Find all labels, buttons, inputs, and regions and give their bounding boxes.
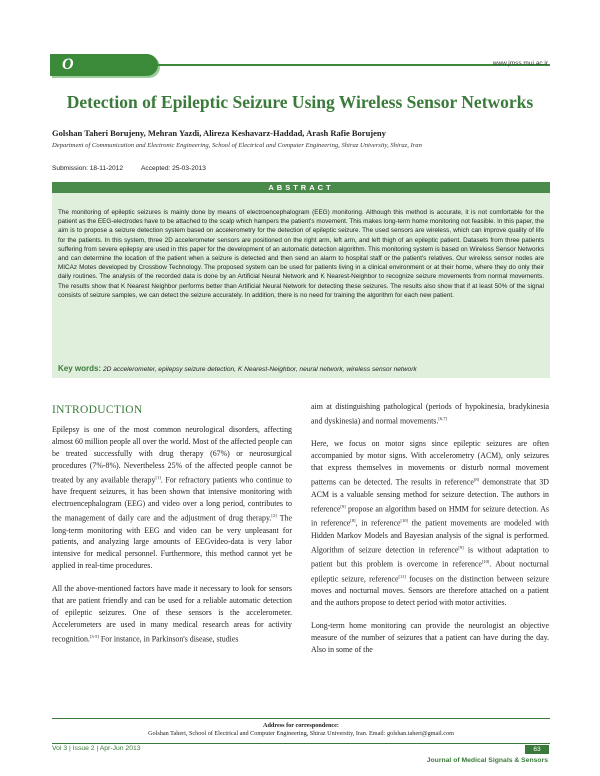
keywords-label: Key words: (58, 364, 102, 373)
body-column-right (311, 401, 549, 667)
footer-rule (52, 743, 550, 744)
issue-info: Vol 3 | Issue 2 | Apr-Jun 2013 (52, 745, 141, 752)
citation-link[interactable]: [10] (481, 559, 490, 565)
body-column-left (52, 424, 292, 656)
correspondence-text: Golshan Taheri, School of Electrical and Computer Engineering, Shiraz University, Iran. Email: golshan.taheri@gmail.com (148, 730, 454, 737)
citation-link[interactable]: [10] (400, 518, 409, 524)
citation-link[interactable]: [2] (271, 512, 277, 518)
citation-link[interactable]: [1] (155, 474, 161, 480)
abstract-heading: ABSTRACT (52, 182, 550, 193)
submission-date: Submission: 18-11-2012 (52, 165, 123, 172)
paragraph: aim at distinguishing pathological (periods of hypokinesia, bradykinesia and dyskinesia) and normal movements.[6,7] (311, 402, 549, 426)
accepted-date: Accepted: 25-03-2013 (141, 165, 206, 172)
article-title: Detection of Epileptic Seizure Using Wireless Sensor Networks (66, 92, 534, 112)
keywords-line (58, 364, 544, 373)
citation-link[interactable]: [9] (458, 544, 464, 550)
keywords-list: 2D accelerometer, epilepsy seizure detection, K Nearest-Neighbor, neural network, wireless sensor network (102, 366, 417, 373)
citation-link[interactable]: [3-5] (89, 633, 99, 639)
abstract-text: The monitoring of epileptic seizures is mainly done by means of electroencephalogram (EEG) monitoring. Although this method is accurate, it is not comfortable for the patient as the EEG-electrodes have to be attached to the scalp which hampers the patient's movement. This makes long-term home monitoring not feasible. In this paper, the aim is to propose a seizure detection system based on accelerometry for the detection of epileptic seizure. The used sensors are wireless, which can improve quality of life for the patients. In this system, three 2D accelerometer sensors are positioned on the right arm, left arm, and left thigh of an epileptic patient. Datasets from three patients suffering from severe epilepsy are used in this paper for the development of an automatic detection algorithm. This monitoring system is based on Wireless Sensor Networks and can determine the location of the patient when a seizure is detected and then send an alarm to hospital staff or the patient's relatives. Our wireless sensor nodes are MICAz Motes developed by Crossbow Technology. The proposed system can be used for patients living in a clinical environment or at their home, where they do only their daily routines. The analysis of the recorded data is done by an Artificial Neural Network and K Nearest-Neighbor to recognize seizure movements from normal movements. The results show that K Nearest Neighbor performs better than Artificial Neural Network for detecting these seizures. The results also show that if at least 50% of the signal consists of seizure samples, we can detect the seizure accurately. In addition, there is no need for training the algorithm for each new patient. (58, 209, 544, 299)
citation-link[interactable]: [8] (473, 477, 480, 483)
paragraph: All the above-mentioned factors have made it necessary to look for sensors that are patient friendly and can be used for a reliable automatic detection of epileptic seizures. One of these sensors is the accelerometer. Accelerometers are used in many medical research areas for activity recognition.[3-5] For instance, in Parkinson's disease, studies (52, 584, 292, 644)
citation-link[interactable]: [9] (340, 503, 346, 509)
header-rule (158, 64, 550, 66)
badge-initial: O (62, 56, 74, 73)
citation-link[interactable]: [6,7] (438, 415, 447, 421)
page-number: 63 (525, 745, 549, 754)
journal-url[interactable]: www.jmss.mui.ac.ir (492, 60, 548, 67)
affiliation: Department of Communication and Electronic Engineering, School of Electrical and Computer Engineering, Shiraz University, Shiraz, Iran (52, 142, 422, 149)
dates-line (52, 165, 206, 172)
citation-link[interactable]: [8] (350, 518, 356, 524)
paragraph: Epilepsy is one of the most common neurological disorders, affecting almost 60 million people all over the world. Most of the affected people can be treated successfully with drug therapy (67%) or neurosurgical procedures (7%-8%). Nevertheless 25% of the affected people cannot be treated by any available therapy[1]. For refractory patients who continue to have frequent seizures, it has been shown that intensive monitoring with electroencephalogram (EEG) and video over a long period, contributes to the management of daily care and the adjustment of drug therapy.[2] The long-term monitoring with EEG and video can be very unpleasant for patients, and analyzing large amounts of EEGvideo-data is very labor intensive for medical personnel. Furthermore, this method cannot yet be applied in real-time procedures. (52, 425, 293, 571)
correspondence-box (52, 718, 550, 738)
introduction-heading: INTRODUCTION (52, 404, 143, 416)
correspondence-label: Address for correspondence: (263, 722, 339, 729)
paragraph: Long-term home monitoring can provide the neurologist an objective measure of the number of seizures that a patient can have during the day. Also in some of the (311, 620, 549, 654)
paragraph: Here, we focus on motor signs since epileptic seizures are often accompanied by motor signs. With accelerometry (ACM), only seizures that express themselves in movements or disturb normal movement patterns can be detected. The results in reference[8] demonstrate that 3D ACM is a valuable sensing method for seizure detection. The authors in reference[9] propose an algorithm based on HMM for seizure detection. As in reference[8], in reference[10] the patient movements are modeled with Hidden Markov Models and Bayesian analysis of the signal is performed. Algorithm of seizure detection in reference[9] is without adaptation to patient but this problem is overcome in reference[10]. About nocturnal epileptic seizure, reference[11] focuses on the distinction between seizure moves and nocturnal moves. Sensors are therefore attached on a patient and the authors propose to detect period with motor activities. (311, 439, 549, 608)
original-article-badge (50, 54, 158, 94)
citation-link[interactable]: [11] (398, 573, 406, 579)
author-list: Golshan Taheri Borujeny, Mehran Yazdi, Alireza Keshavarz-Haddad, Arash Rafie Borujeny (52, 128, 386, 138)
badge-label: riginal Article (62, 79, 137, 94)
journal-name: Journal of Medical Signals & Sensors (426, 757, 548, 764)
